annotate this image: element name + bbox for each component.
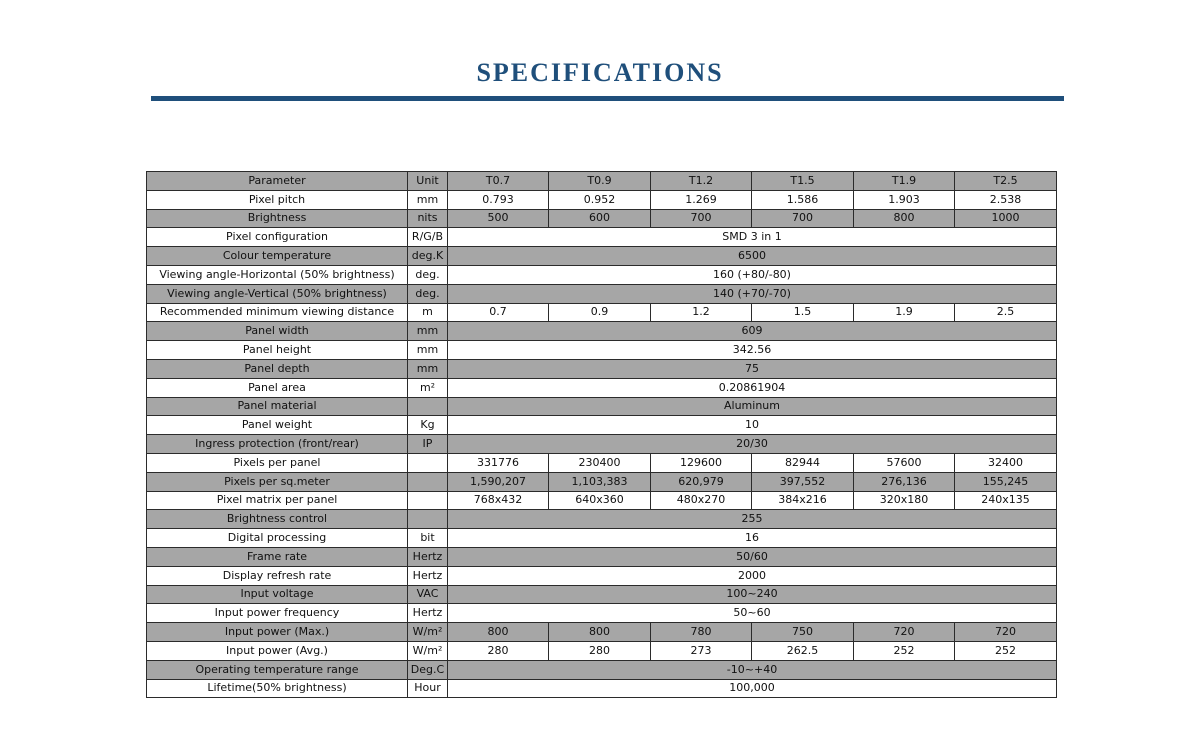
header-parameter: Parameter — [147, 172, 408, 191]
parameter-cell: Brightness control — [147, 510, 408, 529]
table-row — [147, 228, 1057, 247]
table-row — [147, 604, 1057, 623]
specifications-table-body — [147, 172, 1057, 698]
unit-cell: IP — [408, 435, 448, 454]
page-title: SPECIFICATIONS — [476, 58, 724, 87]
value-cell: 500 — [448, 209, 549, 228]
value-cell-spanned: 255 — [448, 510, 1057, 529]
parameter-cell: Panel depth — [147, 359, 408, 378]
value-cell: 57600 — [854, 453, 955, 472]
value-cell: 262.5 — [752, 641, 854, 660]
unit-cell: R/G/B — [408, 228, 448, 247]
value-cell-spanned: 609 — [448, 322, 1057, 341]
unit-cell: Hour — [408, 679, 448, 698]
value-cell: 600 — [549, 209, 651, 228]
unit-cell: bit — [408, 529, 448, 548]
value-cell: 82944 — [752, 453, 854, 472]
unit-cell: m — [408, 303, 448, 322]
parameter-cell: Viewing angle-Vertical (50% brightness) — [147, 284, 408, 303]
unit-cell: mm — [408, 322, 448, 341]
parameter-cell: Panel area — [147, 378, 408, 397]
table-row — [147, 359, 1057, 378]
parameter-cell: Digital processing — [147, 529, 408, 548]
header-model: T1.5 — [752, 172, 854, 191]
table-row — [147, 247, 1057, 266]
unit-cell: W/m² — [408, 623, 448, 642]
unit-cell: VAC — [408, 585, 448, 604]
parameter-cell: Input voltage — [147, 585, 408, 604]
unit-cell: m² — [408, 378, 448, 397]
value-cell: 0.793 — [448, 190, 549, 209]
value-cell: 1.903 — [854, 190, 955, 209]
value-cell: 252 — [854, 641, 955, 660]
table-row — [147, 529, 1057, 548]
parameter-cell: Pixel pitch — [147, 190, 408, 209]
value-cell: 2.538 — [955, 190, 1057, 209]
unit-cell — [408, 397, 448, 416]
table-row — [147, 435, 1057, 454]
table-row — [147, 209, 1057, 228]
table-row — [147, 641, 1057, 660]
value-cell-spanned: Aluminum — [448, 397, 1057, 416]
unit-cell: mm — [408, 190, 448, 209]
unit-cell: Kg — [408, 416, 448, 435]
table-row — [147, 491, 1057, 510]
unit-cell: Hertz — [408, 566, 448, 585]
table-row — [147, 303, 1057, 322]
table-row — [147, 397, 1057, 416]
header-model: T0.7 — [448, 172, 549, 191]
value-cell: 768x432 — [448, 491, 549, 510]
value-cell: 397,552 — [752, 472, 854, 491]
value-cell: 700 — [752, 209, 854, 228]
value-cell-spanned: 10 — [448, 416, 1057, 435]
parameter-cell: Display refresh rate — [147, 566, 408, 585]
parameter-cell: Brightness — [147, 209, 408, 228]
value-cell-spanned: 160 (+80/-80) — [448, 265, 1057, 284]
table-row — [147, 660, 1057, 679]
parameter-cell: Recommended minimum viewing distance — [147, 303, 408, 322]
unit-cell: Deg.C — [408, 660, 448, 679]
value-cell-spanned: 100~240 — [448, 585, 1057, 604]
value-cell: 230400 — [549, 453, 651, 472]
value-cell-spanned: 16 — [448, 529, 1057, 548]
table-row — [147, 547, 1057, 566]
unit-cell — [408, 491, 448, 510]
value-cell: 720 — [955, 623, 1057, 642]
value-cell: 32400 — [955, 453, 1057, 472]
unit-cell: deg.K — [408, 247, 448, 266]
table-row — [147, 341, 1057, 360]
value-cell: 1.9 — [854, 303, 955, 322]
parameter-cell: Input power (Avg.) — [147, 641, 408, 660]
table-row — [147, 322, 1057, 341]
parameter-cell: Viewing angle-Horizontal (50% brightness) — [147, 265, 408, 284]
value-cell: 252 — [955, 641, 1057, 660]
value-cell: 0.9 — [549, 303, 651, 322]
value-cell: 780 — [651, 623, 752, 642]
parameter-cell: Operating temperature range — [147, 660, 408, 679]
table-row — [147, 585, 1057, 604]
parameter-cell: Pixels per panel — [147, 453, 408, 472]
parameter-cell: Pixel matrix per panel — [147, 491, 408, 510]
table-row — [147, 190, 1057, 209]
value-cell: 1000 — [955, 209, 1057, 228]
value-cell: 1.586 — [752, 190, 854, 209]
value-cell-spanned: 342.56 — [448, 341, 1057, 360]
value-cell: 800 — [854, 209, 955, 228]
parameter-cell: Frame rate — [147, 547, 408, 566]
value-cell: 800 — [448, 623, 549, 642]
value-cell: 273 — [651, 641, 752, 660]
parameter-cell: Ingress protection (front/rear) — [147, 435, 408, 454]
value-cell-spanned: 140 (+70/-70) — [448, 284, 1057, 303]
value-cell-spanned: 2000 — [448, 566, 1057, 585]
parameter-cell: Panel material — [147, 397, 408, 416]
value-cell: 155,245 — [955, 472, 1057, 491]
value-cell: 331776 — [448, 453, 549, 472]
title-divider — [151, 96, 1064, 101]
value-cell-spanned: 20/30 — [448, 435, 1057, 454]
value-cell: 700 — [651, 209, 752, 228]
unit-cell: mm — [408, 359, 448, 378]
value-cell: 1.5 — [752, 303, 854, 322]
header-model: T1.2 — [651, 172, 752, 191]
value-cell: 276,136 — [854, 472, 955, 491]
value-cell: 320x180 — [854, 491, 955, 510]
unit-cell — [408, 453, 448, 472]
value-cell: 1,103,383 — [549, 472, 651, 491]
unit-cell: W/m² — [408, 641, 448, 660]
value-cell-spanned: 75 — [448, 359, 1057, 378]
unit-cell — [408, 510, 448, 529]
unit-cell: mm — [408, 341, 448, 360]
value-cell: 0.7 — [448, 303, 549, 322]
value-cell: 2.5 — [955, 303, 1057, 322]
table-row — [147, 416, 1057, 435]
value-cell: 750 — [752, 623, 854, 642]
table-row — [147, 472, 1057, 491]
value-cell: 280 — [549, 641, 651, 660]
unit-cell — [408, 472, 448, 491]
parameter-cell: Lifetime(50% brightness) — [147, 679, 408, 698]
specifications-table — [146, 171, 1057, 698]
value-cell-spanned: -10~+40 — [448, 660, 1057, 679]
unit-cell: nits — [408, 209, 448, 228]
table-row — [147, 284, 1057, 303]
value-cell: 1.269 — [651, 190, 752, 209]
value-cell: 1.2 — [651, 303, 752, 322]
parameter-cell: Panel weight — [147, 416, 408, 435]
table-row — [147, 679, 1057, 698]
table-row — [147, 378, 1057, 397]
table-row — [147, 510, 1057, 529]
value-cell: 0.952 — [549, 190, 651, 209]
table-row — [147, 566, 1057, 585]
unit-cell: deg. — [408, 265, 448, 284]
value-cell-spanned: SMD 3 in 1 — [448, 228, 1057, 247]
unit-cell: Hertz — [408, 547, 448, 566]
table-header-row — [147, 172, 1057, 191]
value-cell-spanned: 100,000 — [448, 679, 1057, 698]
parameter-cell: Panel width — [147, 322, 408, 341]
table-row — [147, 265, 1057, 284]
value-cell-spanned: 50/60 — [448, 547, 1057, 566]
unit-cell: Hertz — [408, 604, 448, 623]
value-cell: 384x216 — [752, 491, 854, 510]
header-model: T0.9 — [549, 172, 651, 191]
value-cell: 240x135 — [955, 491, 1057, 510]
header-unit: Unit — [408, 172, 448, 191]
value-cell: 129600 — [651, 453, 752, 472]
value-cell: 480x270 — [651, 491, 752, 510]
value-cell: 620,979 — [651, 472, 752, 491]
value-cell: 720 — [854, 623, 955, 642]
header-model: T2.5 — [955, 172, 1057, 191]
table-row — [147, 623, 1057, 642]
table-row — [147, 453, 1057, 472]
parameter-cell: Panel height — [147, 341, 408, 360]
unit-cell: deg. — [408, 284, 448, 303]
value-cell: 1,590,207 — [448, 472, 549, 491]
value-cell-spanned: 50~60 — [448, 604, 1057, 623]
parameter-cell: Pixels per sq.meter — [147, 472, 408, 491]
value-cell: 640x360 — [549, 491, 651, 510]
value-cell: 280 — [448, 641, 549, 660]
parameter-cell: Input power (Max.) — [147, 623, 408, 642]
value-cell-spanned: 0.20861904 — [448, 378, 1057, 397]
value-cell: 800 — [549, 623, 651, 642]
value-cell-spanned: 6500 — [448, 247, 1057, 266]
parameter-cell: Pixel configuration — [147, 228, 408, 247]
header-model: T1.9 — [854, 172, 955, 191]
parameter-cell: Input power frequency — [147, 604, 408, 623]
parameter-cell: Colour temperature — [147, 247, 408, 266]
